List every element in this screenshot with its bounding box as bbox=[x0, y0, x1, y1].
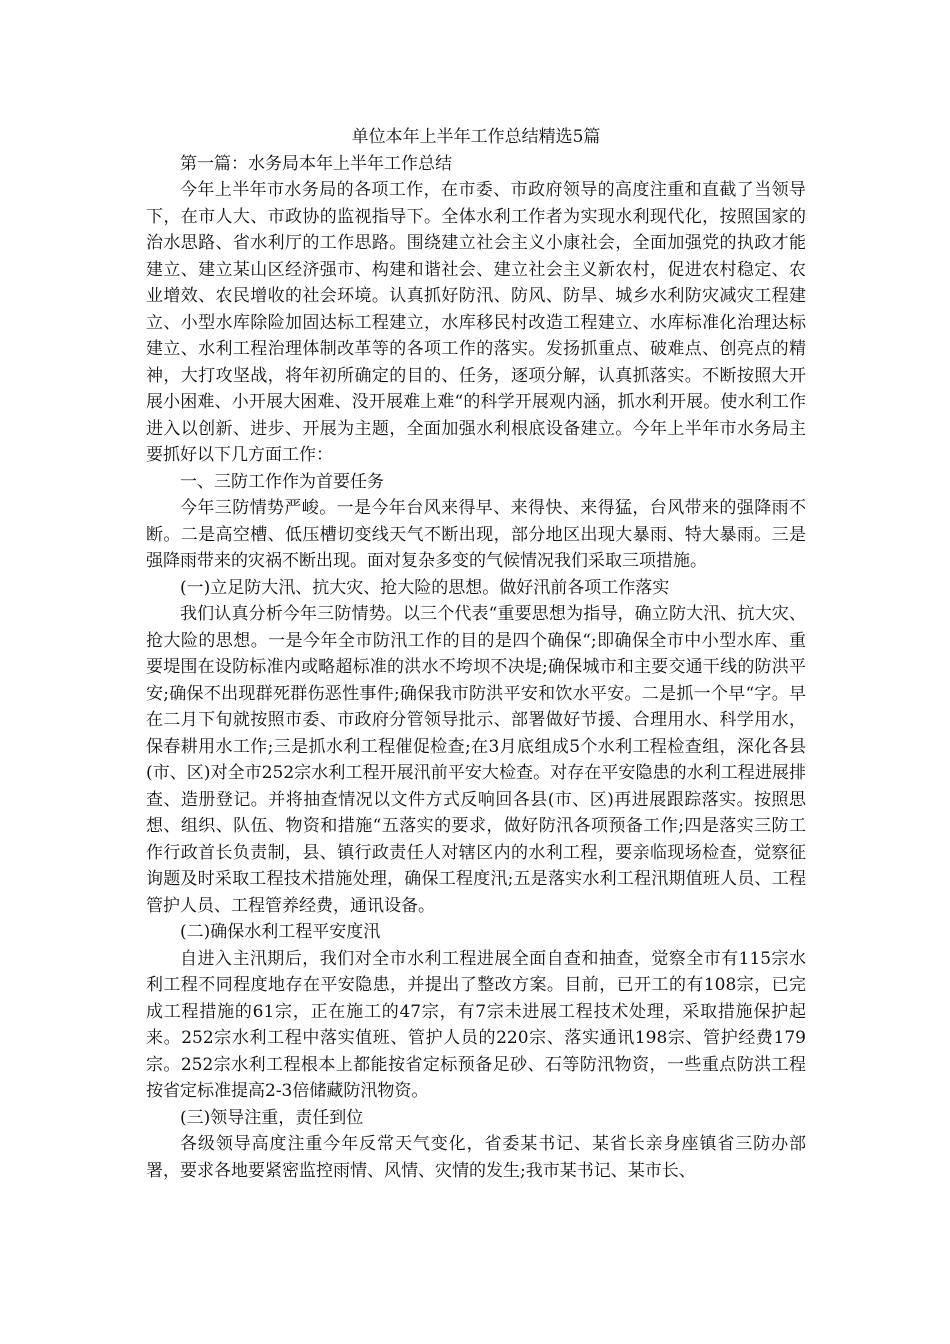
subsection-heading: (二)确保水利工程平安度汛 bbox=[180, 922, 381, 942]
document-body bbox=[146, 124, 806, 1184]
subsection-heading: (一)立足防大汛、抗大灾、抢大险的思想。做好汛前各项工作落实 bbox=[180, 577, 670, 598]
body-paragraph: 自进入主汛期后，我们对全市水利工程进展全面自查和抽查，觉察全市有115宗水利工程不同程度地存在平安隐患，并提出了整改方案。目前，已开工的有108宗，已完成工程措施的61宗，正在施工的47宗，有7宗未进展工程技术处理，采取措施保护起来。252宗水利工程中落实值班、管护人员的220宗、落实通讯198宗、管护经费179宗。252宗水利工程根本上都能按省定标预备足砂、石等防汛物资，一些重点防洪工程按省定标准提高2-3倍储藏防汛物资。 bbox=[146, 948, 806, 1101]
body-paragraph: 我们认真分析今年三防情势。以三个代表“重要思想为指导，确立防大汛、抗大灾、抢大险的思想。一是今年全市防汛工作的目的是四个确保“;即确保全市中小型水库、重要堤围在设防标准内或略超标准的洪水不垮坝不决堤;确保城市和主要交通干线的防洪平安;确保不出现群死群伤恶性事件;确保我市防洪平安和饮水平安。二是抓一个早“字。早在二月下旬就按照市委、市政府分管领导批示、部署做好节援、合理用水、科学用水，保春耕用水工作;三是抓水利工程催促检查;在3月底组成5个水利工程检查组，深化各县(市、区)对全市252宗水利工程开展汛前平安大检查。对存在平安隐患的水利工程进展排查、造册登记。并将抽查情况以文件方式反响回各县(市、区)再进展跟踪落实。按照思想、组织、队伍、物资和措施“五落实的要求，做好防汛各项预备工作;四是落实三防工作行政首长负责制，县、镇行政责任人对辖区内的水利工程，要亲临现场检查，觉察征询题及时采取工程技术措施处理，确保工程度汛;五是落实水利工程汛期值班人员、工程管护人员、工程管养经费，通讯设备。 bbox=[146, 604, 806, 916]
body-paragraph: 各级领导高度注重今年反常天气变化，省委某书记、某省长亲身座镇省三防办部署，要求各地要紧密监控雨情、风情、灾情的发生;我市某书记、某市长、 bbox=[146, 1134, 806, 1181]
document-title: 单位本年上半年工作总结精选5篇 bbox=[351, 127, 601, 147]
body-paragraph: 今年三防情势严峻。一是今年台风来得早、来得快、来得猛，台风带来的强降雨不断。二是高空槽、低压槽切变线天气不断出现，部分地区出现大暴雨、特大暴雨。三是强降雨带来的灾祸不断出现。面对复杂多变的气候情况我们采取三项措施。 bbox=[146, 498, 806, 571]
subsection-heading: (三)领导注重，责任到位 bbox=[180, 1107, 364, 1128]
subsection-heading: 一、三防工作作为首要任务 bbox=[180, 471, 384, 492]
body-paragraph: 今年上半年市水务局的各项工作，在市委、市政府领导的高度注重和直截了当领导下，在市人大、市政协的监视指导下。全体水利工作者为实现水利现代化，按照国家的治水思路、省水利厅的工作思路。围绕建立社会主义小康社会，全面加强党的执政才能建立、建立某山区经济强市、构建和谐社会、建立社会主义新农村，促进农村稳定、农业增效、农民增收的社会环境。认真抓好防汛、防风、防旱、城乡水利防灾减灾工程建立、小型水库除险加固达标工程建立，水库移民村改造工程建立、水库标准化治理达标建立、水利工程治理体制改革等的各项工作的落实。发扬抓重点、破难点、创亮点的精神，大打攻坚战，将年初所确定的目的、任务，逐项分解，认真抓落实。不断按照大开展小困难、小开展大困难、没开展难上难“的科学开展观内涵，抓水利开展。使水利工作进入以创新、进步、开展为主题，全面加强水利根底设备建立。今年上半年市水务局主要抓好以下几方面工作： bbox=[146, 180, 806, 465]
section-heading: 第一篇：水务局本年上半年工作总结 bbox=[180, 153, 452, 174]
